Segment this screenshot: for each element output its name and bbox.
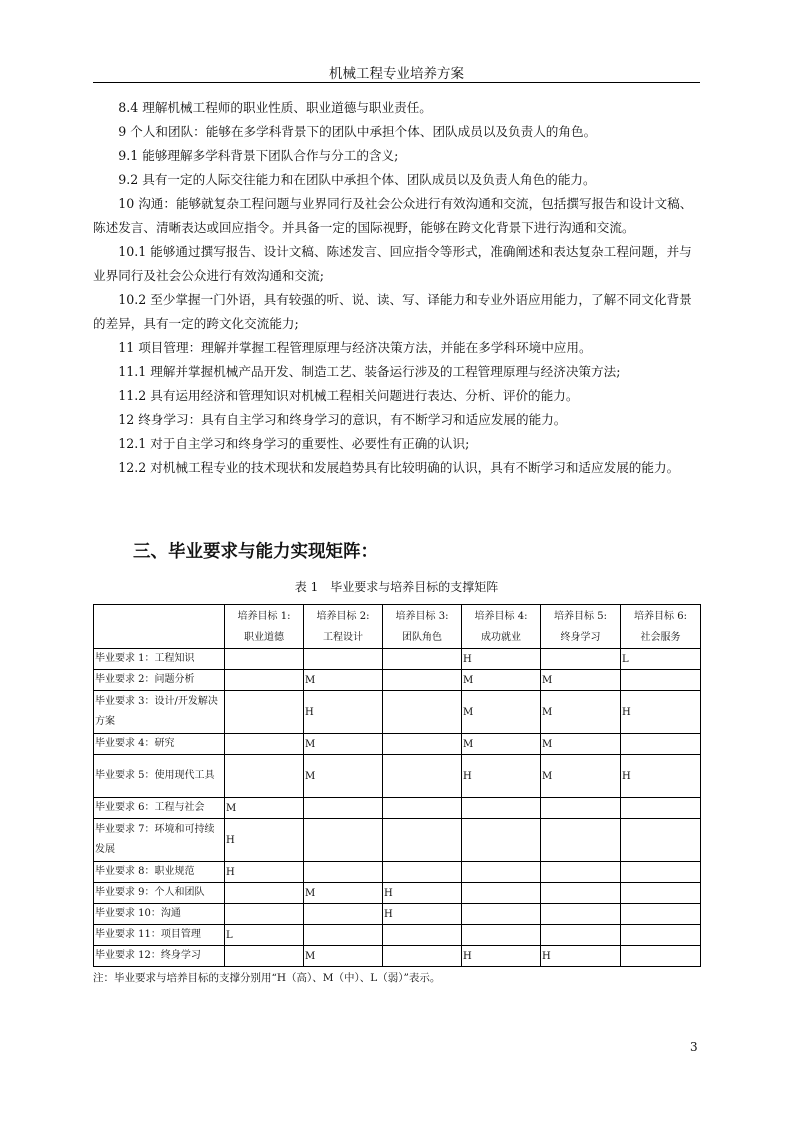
column-header: 培养目标 4: 成功就业	[462, 605, 541, 649]
column-header: 培养目标 3: 团队角色	[383, 605, 462, 649]
row-label: 毕业要求 1：工程知识	[94, 649, 225, 670]
matrix-cell: M	[541, 755, 621, 798]
row-label: 毕业要求 3：设计/开发解决方案	[94, 691, 225, 734]
matrix-cell: L	[621, 649, 701, 670]
matrix-cell: M	[225, 798, 304, 819]
matrix-cell: M	[541, 691, 621, 734]
row-label: 毕业要求 10：沟通	[94, 904, 225, 925]
table-row	[94, 734, 701, 755]
matrix-cell: H	[225, 862, 304, 883]
matrix-cell	[621, 883, 701, 904]
table-row	[94, 670, 701, 691]
table-row	[94, 691, 701, 734]
matrix-cell: M	[304, 883, 383, 904]
row-label: 毕业要求 8：职业规范	[94, 862, 225, 883]
matrix-cell: H	[304, 691, 383, 734]
matrix-cell	[462, 883, 541, 904]
matrix-cell	[225, 670, 304, 691]
matrix-cell: H	[621, 691, 701, 734]
matrix-cell	[225, 734, 304, 755]
matrix-cell: H	[462, 649, 541, 670]
matrix-cell	[225, 904, 304, 925]
matrix-cell: M	[462, 670, 541, 691]
header-divider	[93, 82, 700, 83]
matrix-cell	[383, 819, 462, 862]
matrix-cell	[462, 862, 541, 883]
matrix-cell	[462, 819, 541, 862]
paragraph: 11.2 具有运用经济和管理知识对机械工程相关问题进行表达、分析、评价的能力。	[118, 388, 579, 403]
matrix-cell	[541, 649, 621, 670]
matrix-cell: H	[621, 755, 701, 798]
matrix-cell	[383, 649, 462, 670]
paragraph: 12 终身学习：具有自主学习和终身学习的意识，有不断学习和适应发展的能力。	[118, 412, 567, 427]
matrix-cell	[621, 925, 701, 946]
matrix-cell: L	[225, 925, 304, 946]
matrix-cell	[621, 862, 701, 883]
matrix-cell	[621, 798, 701, 819]
matrix-cell: M	[304, 755, 383, 798]
matrix-cell	[383, 946, 462, 967]
table-note: 注：毕业要求与培养目标的支撑分别用“H（高）、M（中）、L（弱）”表示。	[93, 972, 441, 984]
table-row	[94, 862, 701, 883]
column-header: 培养目标 5: 终身学习	[541, 605, 621, 649]
row-label: 毕业要求 4：研究	[94, 734, 225, 755]
row-label: 毕业要求 2：问题分析	[94, 670, 225, 691]
corner-cell	[94, 605, 225, 649]
matrix-cell	[621, 734, 701, 755]
row-label: 毕业要求 5：使用现代工具	[94, 755, 225, 798]
matrix-cell	[304, 798, 383, 819]
matrix-cell	[462, 798, 541, 819]
matrix-cell	[383, 862, 462, 883]
row-label: 毕业要求 11：项目管理	[94, 925, 225, 946]
matrix-cell: M	[541, 670, 621, 691]
column-header: 培养目标 6: 社会服务	[621, 605, 701, 649]
matrix-cell	[304, 649, 383, 670]
matrix-cell	[383, 755, 462, 798]
paragraph: 11.1 理解并掌握机械产品开发、制造工艺、装备运行涉及的工程管理原理与经济决策方法;	[118, 364, 621, 379]
column-header: 培养目标 2: 工程设计	[304, 605, 383, 649]
table-row	[94, 798, 701, 819]
row-label: 毕业要求 12：终身学习	[94, 946, 225, 967]
matrix-cell	[621, 946, 701, 967]
page-number: 3	[690, 1040, 698, 1054]
matrix-cell: H	[383, 883, 462, 904]
matrix-cell	[383, 798, 462, 819]
table-row	[94, 925, 701, 946]
matrix-cell	[462, 904, 541, 925]
support-matrix-table	[93, 604, 701, 967]
paragraph: 11 项目管理：理解并掌握工程管理原理与经济决策方法，并能在多学科环境中应用。	[118, 340, 592, 355]
body-text	[93, 96, 700, 480]
matrix-cell	[541, 819, 621, 862]
matrix-cell: H	[541, 946, 621, 967]
table-header-row	[94, 605, 701, 649]
matrix-cell	[541, 798, 621, 819]
matrix-cell	[621, 819, 701, 862]
matrix-cell	[383, 670, 462, 691]
matrix-cell: M	[462, 691, 541, 734]
matrix-cell	[225, 649, 304, 670]
row-label: 毕业要求 7：环境和可持续发展	[94, 819, 225, 862]
paragraph: 12.1 对于自主学习和终身学习的重要性、必要性有正确的认识;	[118, 436, 470, 451]
table-row	[94, 649, 701, 670]
section-title: 三、毕业要求与能力实现矩阵：	[133, 542, 378, 562]
matrix-cell: M	[462, 734, 541, 755]
matrix-cell	[383, 734, 462, 755]
table-row	[94, 755, 701, 798]
matrix-cell: M	[541, 734, 621, 755]
table-caption: 表 1 毕业要求与培养目标的支撑矩阵	[294, 580, 499, 594]
column-header: 培养目标 1: 职业道德	[225, 605, 304, 649]
table-row	[94, 946, 701, 967]
matrix-cell: M	[304, 734, 383, 755]
matrix-cell	[225, 883, 304, 904]
matrix-cell	[383, 691, 462, 734]
paragraph: 10 沟通：能够就复杂工程问题与业界同行及社会公众进行有效沟通和交流，包括撰写报告和设计文稿、陈述发言、清晰表达或回应指令。并具备一定的国际视野，能够在跨文化背景下进行沟通和交流。	[93, 196, 693, 235]
paragraph: 9.1 能够理解多学科背景下团队合作与分工的含义;	[118, 148, 399, 163]
paragraph: 10.1 能够通过撰写报告、设计文稿、陈述发言、回应指令等形式，准确阐述和表达复杂工程问题，并与业界同行及社会公众进行有效沟通和交流;	[93, 244, 692, 283]
paragraph: 8.4 理解机械工程师的职业性质、职业道德与职业责任。	[118, 100, 432, 115]
matrix-cell	[621, 670, 701, 691]
matrix-cell	[225, 946, 304, 967]
table-row	[94, 819, 701, 862]
matrix-cell	[541, 925, 621, 946]
matrix-cell	[541, 904, 621, 925]
matrix-cell	[541, 883, 621, 904]
matrix-cell: H	[383, 904, 462, 925]
table-row	[94, 904, 701, 925]
paragraph: 9 个人和团队：能够在多学科背景下的团队中承担个体、团队成员以及负责人的角色。	[118, 124, 597, 139]
matrix-cell: H	[462, 946, 541, 967]
matrix-cell	[225, 755, 304, 798]
matrix-cell	[304, 925, 383, 946]
matrix-cell	[225, 691, 304, 734]
matrix-cell	[621, 904, 701, 925]
matrix-cell: H	[462, 755, 541, 798]
matrix-cell: M	[304, 670, 383, 691]
row-label: 毕业要求 9：个人和团队	[94, 883, 225, 904]
matrix-cell: M	[304, 946, 383, 967]
running-header: 机械工程专业培养方案	[329, 66, 464, 82]
matrix-cell	[541, 862, 621, 883]
matrix-cell: H	[225, 819, 304, 862]
paragraph: 12.2 对机械工程专业的技术现状和发展趋势具有比较明确的认识，具有不断学习和适应发展的能力。	[118, 460, 680, 475]
matrix-cell	[304, 819, 383, 862]
matrix-cell	[383, 925, 462, 946]
matrix-cell	[462, 925, 541, 946]
matrix-cell	[304, 862, 383, 883]
paragraph: 10.2 至少掌握一门外语，具有较强的听、说、读、写、译能力和专业外语应用能力，了解不同文化背景的差异，具有一定的跨文化交流能力;	[93, 292, 692, 331]
paragraph: 9.2 具有一定的人际交往能力和在团队中承担个体、团队成员以及负责人角色的能力。	[118, 172, 596, 187]
row-label: 毕业要求 6：工程与社会	[94, 798, 225, 819]
matrix-cell	[304, 904, 383, 925]
table-row	[94, 883, 701, 904]
